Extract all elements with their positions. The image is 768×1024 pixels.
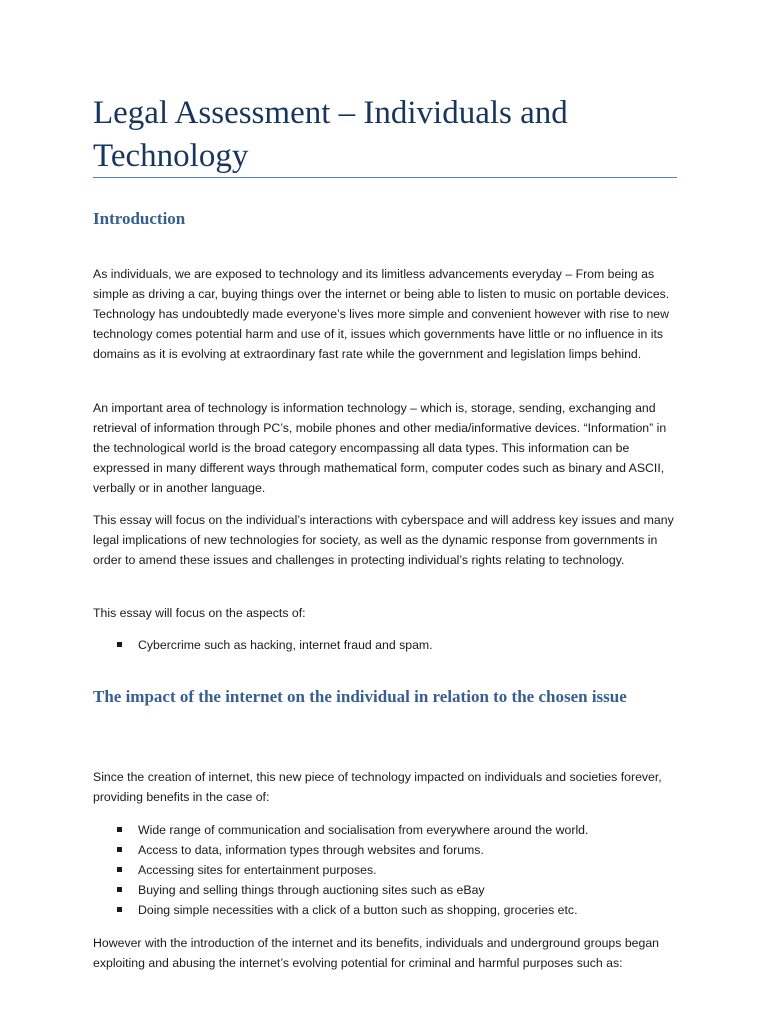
list-item [93,900,677,920]
bullet-icon [117,867,122,872]
list-item-text: Access to data, information types through websites and forums. [138,843,484,857]
bullet-icon [117,847,122,852]
title-underline [93,177,677,178]
impact-closing-paragraph: However with the introduction of the internet and its benefits, individuals and underground groups began exploiting and abusing the internet’s evolving potential for criminal and harmful purposes such as: [93,936,660,970]
list-item [93,635,677,655]
section-heading-introduction: Introduction [93,209,186,228]
list-item-text: Doing simple necessities with a click of a button such as shopping, groceries etc. [138,903,578,917]
intro-paragraph-1: As individuals, we are exposed to technology and its limitless advancements everyday – From being as simple as driving a car, buying things over the internet or being able to listen to music on portable devices. Technology has undoubtedly made everyone’s lives more simple and convenient however with rise to new technology comes potential harm and use of it, issues which governments have little or no influence in its domains as it is evolving at extraordinary fast rate while the government and legislation limps behind. [93,267,670,361]
list-item-text: Cybercrime such as hacking, internet fraud and spam. [138,638,433,652]
intro-paragraph-2: An important area of technology is information technology – which is, storage, sending, exchanging and retrieval of information through PC’s, mobile phones and other media/informative devices. “Information” in the technological world is the broad category encompassing all data types. This information can be expressed in many different ways through mathematical form, computer codes such as binary and ASCII, verbally or in another language. [93,401,667,495]
bullet-icon [117,642,122,647]
intro-paragraph-4: This essay will focus on the aspects of: [93,606,306,620]
list-item [93,880,677,900]
impact-intro-paragraph: Since the creation of internet, this new piece of technology impacted on individuals and societies forever, providing benefits in the case of: [93,770,662,804]
list-item-text: Buying and selling things through auctioning sites such as eBay [138,883,485,897]
benefits-list [93,820,677,920]
aspects-list [93,635,677,655]
bullet-icon [117,827,122,832]
list-item [93,860,677,880]
bullet-icon [117,907,122,912]
bullet-icon [117,887,122,892]
document-title: Legal Assessment – Individuals and Technology [93,95,568,174]
list-item [93,840,677,860]
list-item [93,820,677,840]
list-item-text: Wide range of communication and socialisation from everywhere around the world. [138,823,589,837]
list-item-text: Accessing sites for entertainment purposes. [138,863,377,877]
section-heading-impact: The impact of the internet on the individual in relation to the chosen issue [93,687,627,706]
intro-paragraph-3: This essay will focus on the individual’s interactions with cyberspace and will address key issues and many legal implications of new technologies for society, as well as the dynamic response from governments in order to amend these issues and challenges in protecting individual’s rights relating to technology. [93,513,674,567]
